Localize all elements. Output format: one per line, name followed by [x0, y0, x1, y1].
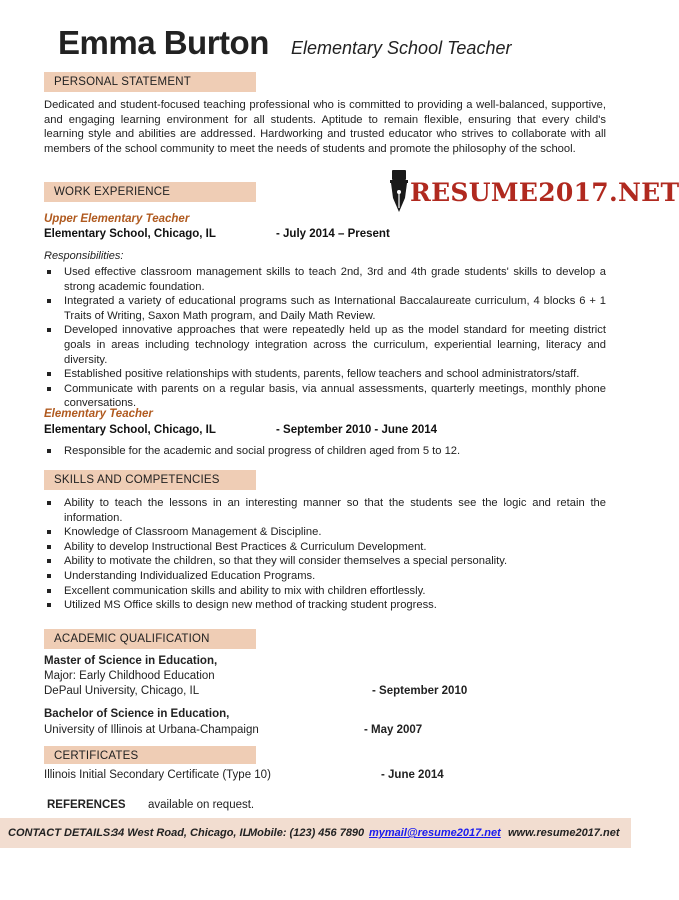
section-heading-personal-statement: PERSONAL STATEMENT	[44, 72, 256, 92]
job-employer: Elementary School, Chicago, IL	[44, 424, 216, 436]
candidate-role: Elementary School Teacher	[291, 38, 512, 58]
list-item: Communicate with parents on a regular basis, via annual assessments, quarterly meetings, monthly phone conversations.	[44, 382, 606, 411]
list-item: Established positive relationships with students, parents, fellow teachers and school administrators/staff.	[44, 367, 606, 382]
list-item: Ability to develop Instructional Best Practices & Curriculum Development.	[44, 540, 606, 555]
list-item: Excellent communication skills and ability to mix with children effortlessly.	[44, 584, 606, 599]
list-item: Integrated a variety of educational programs such as International Baccalaureate curriculum, 4 blocks 6 + 1 Traits of Writing, Saxon Math program, and Daily Math Review.	[44, 294, 606, 323]
certificate-item: Illinois Initial Secondary Certificate (Type 10)	[44, 769, 271, 781]
fountain-pen-icon	[388, 170, 410, 214]
responsibilities-label: Responsibilities:	[44, 250, 124, 262]
personal-statement-text: Dedicated and student-focused teaching professional who is committed to providing a well-balanced, supportive, and engaging learning environment for all students. Aptitude to remain flexible, ensuring that every child's learning style and abilities are addressed. Hardworking and trusted educator who strives to collaborate with all members of the school community to meet the needs of students and promote the philosophy of the school.	[44, 99, 606, 155]
resume2017-logo	[388, 170, 679, 214]
section-heading-certificates: CERTIFICATES	[44, 746, 256, 764]
section-heading-work-experience: WORK EXPERIENCE	[44, 182, 256, 202]
list-item: Used effective classroom management skills to teach 2nd, 3rd and 4th grade students' skills to develop a strong academic foundation.	[44, 265, 606, 294]
list-item: Responsible for the academic and social progress of children aged from 5 to 12.	[44, 444, 606, 459]
skills-list	[44, 496, 606, 613]
list-item: Developed innovative approaches that were repeatedly held up as the model standard for meeting district goals in areas including technology integration across the curriculum, experiential learning, literacy and diversity.	[44, 323, 606, 367]
contact-website[interactable]: www.resume2017.net	[508, 827, 620, 839]
contact-mobile: Mobile: (123) 456 7890	[248, 827, 365, 839]
certificate-date: - June 2014	[381, 769, 444, 781]
degree-date: - September 2010	[372, 685, 468, 697]
job-dates: - September 2010 - June 2014	[276, 424, 438, 436]
contact-address: 34 West Road, Chicago, IL	[112, 827, 250, 839]
degree-school: DePaul University, Chicago, IL	[44, 685, 200, 697]
candidate-name: Emma Burton	[58, 24, 269, 61]
job-title: Elementary Teacher	[44, 408, 153, 420]
references-text: available on request.	[148, 799, 255, 811]
degree-title: Bachelor of Science in Education,	[44, 708, 230, 720]
job-dates: - July 2014 – Present	[276, 228, 390, 240]
list-item: Understanding Individualized Education Programs.	[44, 569, 606, 584]
list-item: Ability to motivate the children, so that they will consider themselves a special personality.	[44, 554, 606, 569]
degree-title: Master of Science in Education,	[44, 655, 218, 667]
degree-major: Major: Early Childhood Education	[44, 670, 215, 682]
contact-details-bar	[0, 818, 631, 848]
logo-text: RESUME2017.NET	[410, 177, 679, 207]
contact-label: CONTACT DETAILS:	[8, 827, 114, 839]
job-employer: Elementary School, Chicago, IL	[44, 228, 216, 240]
responsibilities-list	[44, 265, 606, 411]
contact-email-link[interactable]: mymail@resume2017.net	[369, 827, 501, 839]
list-item: Knowledge of Classroom Management & Discipline.	[44, 525, 606, 540]
job-title: Upper Elementary Teacher	[44, 213, 190, 225]
list-item: Utilized MS Office skills to design new method of tracking student progress.	[44, 598, 606, 613]
section-heading-skills: SKILLS AND COMPETENCIES	[44, 470, 256, 490]
responsibilities-list	[44, 444, 606, 459]
degree-date: - May 2007	[364, 724, 423, 736]
references-label: REFERENCES	[47, 799, 126, 811]
list-item: Ability to teach the lessons in an interesting manner so that the students see the logic and retain the information.	[44, 496, 606, 525]
section-heading-academic: ACADEMIC QUALIFICATION	[44, 629, 256, 649]
degree-school: University of Illinois at Urbana-Champaign	[44, 724, 259, 736]
